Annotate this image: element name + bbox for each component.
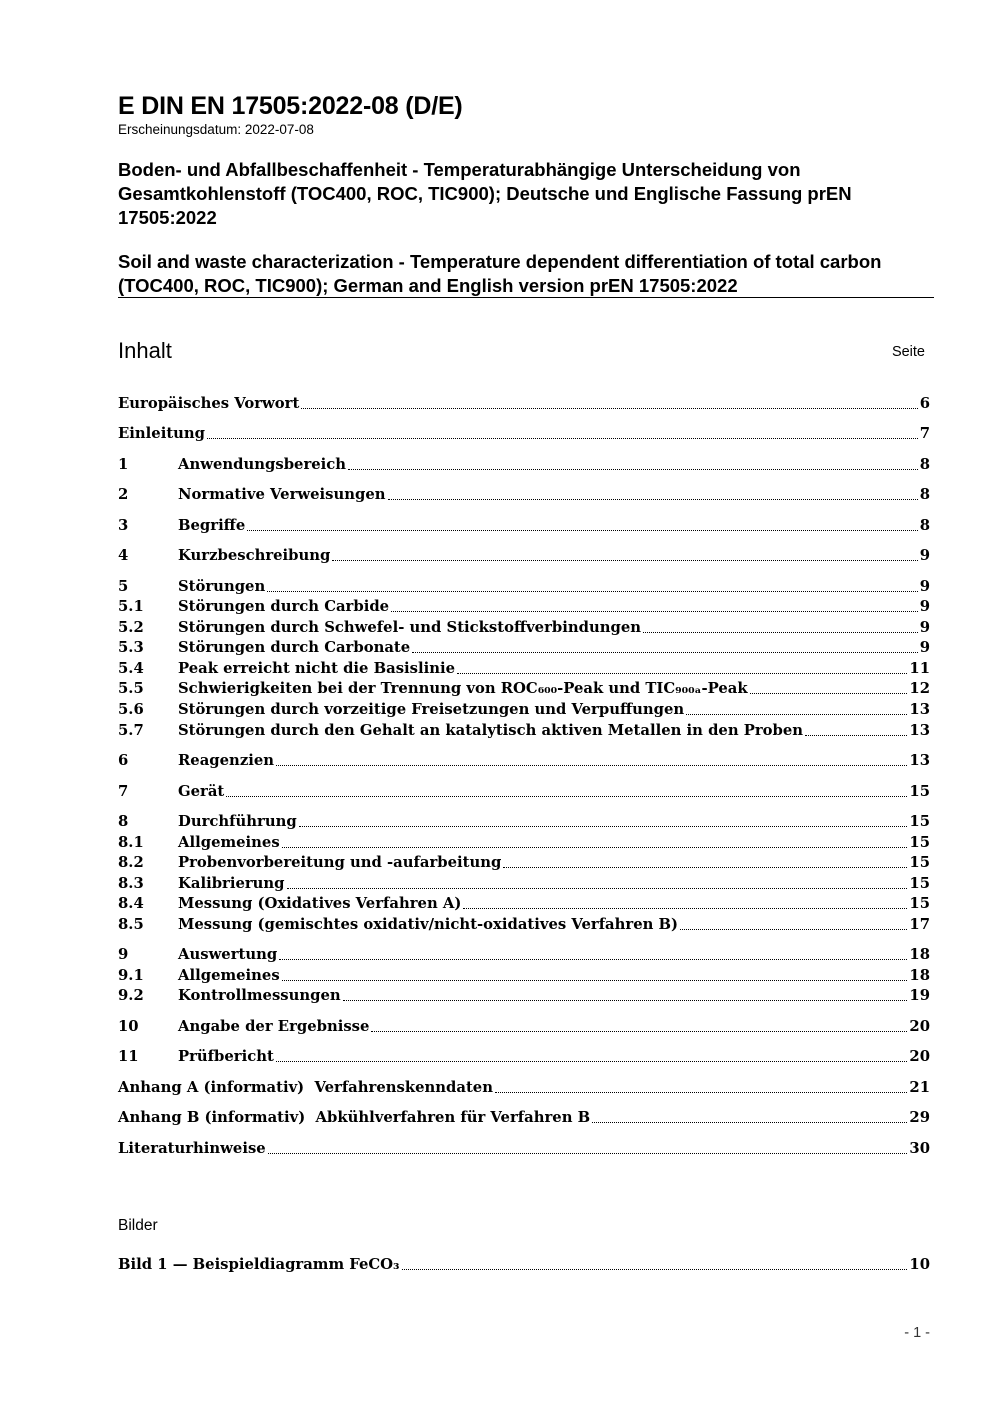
toc-entry[interactable] (118, 833, 930, 853)
publication-date: Erscheinungsdatum: 2022-07-08 (118, 122, 314, 137)
toc-entry-page: 21 (909, 1079, 930, 1096)
toc-entry[interactable] (118, 577, 930, 597)
dot-leader (388, 499, 918, 500)
toc-entry-number: 3 (118, 517, 129, 534)
toc-entry-page: 19 (909, 987, 930, 1004)
toc-entry-number: 6 (118, 752, 129, 769)
toc-entry-number: 7 (118, 783, 129, 800)
toc-entry-page: 8 (919, 486, 930, 503)
toc-entry-number: 1 (118, 456, 129, 473)
toc-entry[interactable] (118, 945, 930, 965)
toc-entry-page: 12 (909, 680, 930, 697)
toc-entry[interactable] (118, 516, 930, 536)
toc-entry-title: Anhang A (informativ) Verfahrenskenndaten (118, 1079, 493, 1096)
dot-leader (287, 888, 908, 889)
toc-entry[interactable] (118, 546, 930, 566)
toc-entry[interactable] (118, 679, 930, 699)
toc-entry-title: Kalibrierung (178, 875, 285, 892)
toc-entry-page: 15 (909, 834, 930, 851)
toc-entry-page: 9 (919, 639, 930, 656)
toc-entry[interactable] (118, 1047, 930, 1067)
toc-entry[interactable] (118, 659, 930, 679)
toc-entry-number: 2 (118, 486, 129, 503)
title-divider (118, 297, 934, 298)
toc-entry-number: 10 (118, 1018, 139, 1035)
toc-entry[interactable] (118, 751, 930, 771)
dot-leader (276, 765, 907, 766)
toc-entry-number: 5.4 (118, 660, 144, 677)
figures-heading: Bilder (118, 1217, 158, 1234)
toc-entry-number: 8.3 (118, 875, 144, 892)
dot-leader (247, 530, 917, 531)
toc-entry-page: 18 (909, 967, 930, 984)
figure-entry[interactable] (118, 1255, 930, 1275)
toc-page-column-label: Seite (891, 344, 925, 360)
toc-entry[interactable] (118, 721, 930, 741)
toc-entry[interactable] (118, 782, 930, 802)
dot-leader (463, 908, 907, 909)
dot-leader (643, 632, 918, 633)
toc-entry-title: Begriffe (178, 517, 246, 534)
toc-entry-number: 5.2 (118, 619, 144, 636)
toc-entry[interactable] (118, 700, 930, 720)
toc-entry-title: Störungen durch Carbonate (178, 639, 411, 656)
toc-entry-title: Schwierigkeiten bei der Trennung von ROC₆₀₀-Peak und TIC₉₀₀ₐ-Peak (178, 680, 748, 697)
toc-entry-title: Störungen durch Schwefel- und Stickstoffverbindungen (178, 619, 642, 636)
toc-entry-page: 9 (919, 598, 930, 615)
dot-leader (276, 1061, 908, 1062)
toc-entry-number: 4 (118, 547, 129, 564)
toc-entry-number: 5.1 (118, 598, 144, 615)
dot-leader (343, 1000, 908, 1001)
toc-entry-page: 29 (909, 1109, 930, 1126)
toc-entry-title: Kurzbeschreibung (178, 547, 331, 564)
toc-entry-title: Messung (Oxidatives Verfahren A) (178, 895, 462, 912)
toc-entry-title: Kontrollmessungen (178, 987, 341, 1004)
toc-entry-page: 9 (919, 547, 930, 564)
toc-entry-page: 13 (909, 722, 930, 739)
toc-entry[interactable] (118, 618, 930, 638)
toc-entry-title: Peak erreicht nicht die Basislinie (178, 660, 456, 677)
toc-entry-number: 8.1 (118, 834, 144, 851)
toc-entry[interactable] (118, 597, 930, 617)
toc-entry-page: 30 (909, 1140, 930, 1157)
toc-entry-title: Einleitung (118, 425, 206, 442)
toc-entry-page: 15 (909, 895, 930, 912)
toc-entry-number: 11 (118, 1048, 139, 1065)
toc-entry-title: Literaturhinweise (118, 1140, 266, 1157)
dot-leader (412, 652, 918, 653)
toc-entry[interactable] (118, 1108, 930, 1128)
dot-leader (226, 796, 907, 797)
toc-entry-title: Anhang B (informativ) Abkühlverfahren für Verfahren B (118, 1109, 591, 1126)
toc-entry-number: 5.5 (118, 680, 144, 697)
toc-entry-page: 8 (919, 517, 930, 534)
figure-entry-title: Bild 1 — Beispieldiagramm FeCO₃ (118, 1256, 400, 1273)
dot-leader (268, 1153, 908, 1154)
dot-leader (686, 714, 907, 715)
toc-entry[interactable] (118, 1139, 930, 1159)
toc-entry[interactable] (118, 424, 930, 444)
toc-entry-title: Anwendungsbereich (178, 456, 347, 473)
toc-entry-title: Störungen durch den Gehalt an katalytisch aktiven Metallen in den Proben (178, 722, 804, 739)
toc-entry-number: 9.1 (118, 967, 144, 984)
toc-entry-page: 7 (919, 425, 930, 442)
toc-entry-title: Auswertung (178, 946, 278, 963)
toc-entry-title: Europäisches Vorwort (118, 395, 300, 412)
toc-entry-title: Störungen (178, 578, 266, 595)
toc-entry-title: Messung (gemischtes oxidativ/nicht-oxidatives Verfahren B) (178, 916, 679, 933)
dot-leader (279, 959, 907, 960)
toc-entry[interactable] (118, 874, 930, 894)
toc-entry[interactable] (118, 894, 930, 914)
toc-entry-page: 11 (909, 660, 930, 677)
toc-entry-number: 8.2 (118, 854, 144, 871)
toc-entry-title: Reagenzien (178, 752, 275, 769)
toc-entry-title: Probenvorbereitung und -aufarbeitung (178, 854, 502, 871)
toc-entry-page: 13 (909, 701, 930, 718)
title-german: Boden- und Abfallbeschaffenheit - Temperaturabhängige Unterscheidung von Gesamtkohlenstoff (TOC400, ROC, TIC900); Deutsche und Englische Fassung prEN 17505:2022 (118, 159, 852, 228)
toc-entry[interactable] (118, 986, 930, 1006)
page-number: - 1 - (904, 1325, 930, 1341)
toc-entry[interactable] (118, 1017, 930, 1037)
toc-entry-page: 15 (909, 854, 930, 871)
toc-entry-number: 9 (118, 946, 129, 963)
dot-leader (402, 1269, 908, 1270)
toc-entry-title: Normative Verweisungen (178, 486, 386, 503)
title-english: Soil and waste characterization - Temperature dependent differentiation of total carbon (TOC400, ROC, TIC900); German and English version prEN 17505:2022 (118, 251, 882, 296)
toc-entry-title: Störungen durch vorzeitige Freisetzungen und Verpuffungen (178, 701, 685, 718)
toc-entry-page: 15 (909, 875, 930, 892)
toc-entry[interactable] (118, 1078, 930, 1098)
toc-entry[interactable] (118, 915, 930, 935)
toc-entry-page: 18 (909, 946, 930, 963)
toc-entry-number: 8.5 (118, 916, 144, 933)
dot-leader (267, 591, 917, 592)
toc-heading: Inhalt (118, 338, 172, 363)
dot-leader (503, 867, 907, 868)
toc-entry-number: 8.4 (118, 895, 144, 912)
toc-entry-page: 9 (919, 619, 930, 636)
toc-entry-number: 5.3 (118, 639, 144, 656)
toc-entry-number: 5 (118, 578, 129, 595)
toc-entry-number: 5.6 (118, 701, 144, 718)
toc-entry[interactable] (118, 394, 930, 414)
dot-leader (282, 980, 908, 981)
dot-leader (348, 469, 918, 470)
toc-entry[interactable] (118, 966, 930, 986)
toc-entry[interactable] (118, 853, 930, 873)
toc-entry-title: Störungen durch Carbide (178, 598, 390, 615)
toc-entry-page: 9 (919, 578, 930, 595)
toc-entry[interactable] (118, 485, 930, 505)
figure-entry-page: 10 (909, 1256, 930, 1273)
toc-entry-title: Durchführung (178, 813, 297, 830)
toc-entry[interactable] (118, 812, 930, 832)
dot-leader (680, 929, 907, 930)
toc-entry-title: Prüfbericht (178, 1048, 274, 1065)
toc-entry-page: 17 (909, 916, 930, 933)
dot-leader (371, 1031, 907, 1032)
dot-leader (332, 560, 917, 561)
toc-entry-title: Allgemeines (178, 834, 280, 851)
dot-leader (592, 1122, 907, 1123)
dot-leader (457, 673, 907, 674)
dot-leader (750, 693, 908, 694)
toc-entry-number: 9.2 (118, 987, 144, 1004)
toc-entry-page: 20 (909, 1018, 930, 1035)
dot-leader (207, 438, 918, 439)
toc-entry-title: Allgemeines (178, 967, 280, 984)
toc-entry-title: Angabe der Ergebnisse (178, 1018, 370, 1035)
toc-entry-page: 15 (909, 813, 930, 830)
toc-entry-page: 15 (909, 783, 930, 800)
toc-entry-page: 8 (919, 456, 930, 473)
toc-entry-page: 6 (919, 395, 930, 412)
dot-leader (495, 1092, 907, 1093)
toc-entry-title: Gerät (178, 783, 225, 800)
toc-entry-page: 20 (909, 1048, 930, 1065)
dot-leader (299, 826, 908, 827)
toc-entry[interactable] (118, 638, 930, 658)
dot-leader (282, 847, 908, 848)
toc-entry[interactable] (118, 455, 930, 475)
dot-leader (391, 611, 918, 612)
document-title: E DIN EN 17505:2022-08 (D/E) (118, 92, 463, 120)
dot-leader (301, 408, 917, 409)
toc-entry-number: 5.7 (118, 722, 144, 739)
toc-entry-page: 13 (909, 752, 930, 769)
toc-entry-number: 8 (118, 813, 129, 830)
dot-leader (805, 735, 907, 736)
